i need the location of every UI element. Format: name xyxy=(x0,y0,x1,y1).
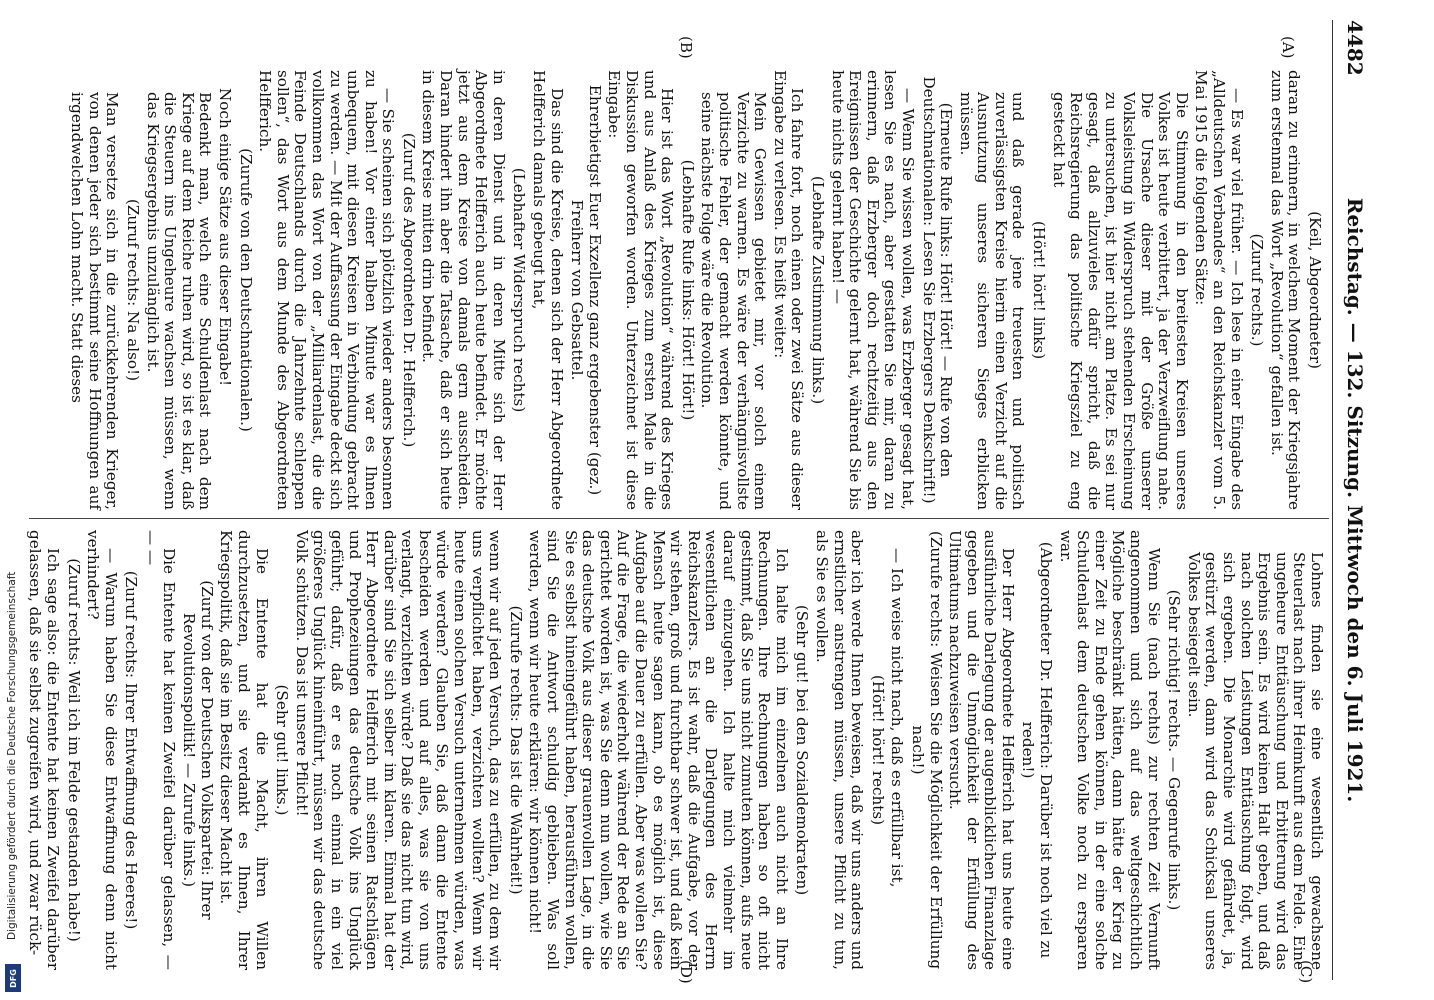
interjection: (Zuruf von der Deutschen Volkspartei: Ihrer Revolutionspolitik! — Zurufe links.) xyxy=(180,580,216,920)
interjection: (Erneute Rufe links: Hört! Hört! — Rufe von den Deutschnationalen: Lesen Sie Erzbergers Denkschrift!) xyxy=(919,76,956,504)
interjection: (Sehr richtig! rechts. — Gegenrufe links.) xyxy=(1165,589,1184,911)
digitization-sidebar xyxy=(2,571,24,998)
interjection: (Lebhafter Widerspruch rechts) xyxy=(510,167,529,413)
quotation: Lohnes finden sie eine wesentlich gewachsene Steuerlast nach ihrer Heimkunft aus dem Felde. Eine ungeheure Enttäuschung und Erbitterung wird das Ergebnis sein. Es wird keinen Halt geben, und daß nach solchen Leistungen Enttäuschung folgt, wird sich ergeben. Die Monarchie wird gefährdet, ja, gestürzt werden, dann wird das Schicksal unseres Volkes besiegelt sein. xyxy=(1184,552,1326,970)
speaker-tag: (Keil, Abgeordneter) xyxy=(1306,211,1324,369)
interjection: (Sehr gut! bei den Sozialdemokraten) xyxy=(793,604,812,896)
page-title: Reichstag. — 132. Sitzung. Mittwoch den 6. Juli 1921. xyxy=(1343,197,1367,803)
right-column xyxy=(26,530,1326,970)
interjection: (Hört! hört! rechts) xyxy=(868,674,887,826)
digitization-note: Digitalisierung gefördert durch die Deutsche Forschungsgemeinschaft xyxy=(6,571,18,940)
quotation: und daß gerade jene treuesten und politisch zuverlässigsten Kreise hierin einen Verzicht auf die Ausnutzung unseres sicheren Sieges erblicken müssen. xyxy=(956,92,1028,510)
quotation: Mein Gewissen gebietet mir, vor solch einem Verzichte zu warnen. Es wäre der verhängnisvollste politische Fehler, der gemacht werden könnte, und seine nächste Folge wäre die Revolution. xyxy=(698,92,770,510)
interjection: (Sehr gut! links.) xyxy=(273,684,292,816)
paragraph: Hier ist das Wort „Revolution“ während des Krieges und aus Anlaß des Krieges zum ersten Male in die Diskussion geworfen worden. Unterzeichnet ist diese Eingabe: xyxy=(605,70,677,510)
paragraph: Ich halte mich im einzelnen auch nicht an Ihre Rechnungen. Ihre Rechnungen haben so oft nicht gestimmt, daß Sie uns nicht zumuten können, aufs neue darauf einzugehen. Ich halte mich vielmehr im wesentlichen an die Darlegungen des Herrn Reichskanzlers. Es ist wahr, daß die Aufgabe, vor der wir stehen, groß und furchtbar schwer ist, und daß kein Mensch heute sagen kann, ob es möglich ist, diese Aufgabe auf die Dauer zu erfüllen. Aber was wollen Sie? Auf die Frage, die wiederholt während der Rede an Sie gerichtet worden ist, was Sie denn nun wollen, wie Sie das deutsche Volk aus dieser grauenvollen Lage, in die Sie es selbst hineingeführt haben, herausführen wollen, sind Sie die Antwort schuldig geblieben. Was soll werden, wenn wir heute erklären: wir können nicht! xyxy=(526,530,791,970)
paragraph: Die Entente hat keinen Zweifel darüber gelassen, — — — xyxy=(142,530,178,970)
dfg-logo-text: DFG xyxy=(8,968,18,988)
paragraph: in deren Dienst und in deren Mitte sich der Herr Abgeordnete Helfferich auch heute befindet. Er möchte jetzt aus dem Kreise von damals gern ausscheiden. Daran hindert ihn aber die Tatsache, daß er sich heute in diesem Kreise mitten drin befindet. xyxy=(419,70,508,510)
interjection: (Lebhafte Zustimmung links.) xyxy=(808,175,827,405)
paragraph: Das sind die Kreise, denen sich der Herr Abgeordnete Helfferich damals gebeugt hat, xyxy=(530,70,566,510)
paragraph: — Ich weise nicht nach, daß es erfüllbar ist, xyxy=(888,548,907,888)
interjection: (Zurufe rechts: Das ist die Wahrheit!) xyxy=(506,605,525,895)
paragraph: — Sie scheinen sich plötzlich wieder anders besonnen zu haben! Vor einer halben Minute war es Ihnen unbequem, mit diesen Kreisen in Verbindung gebracht zu werden. — Mit der Auffassung der Eingabe deckt sich vollkommen das Wort von der „Milliardenlast, die die Feinde Deutschlands durch die Jahrzehnte schleppen sollen“, das Wort aus dem Munde des Abgeordneten Helfferich. xyxy=(256,70,398,510)
interjection: (Zurufe von den Deutschnationalen.) xyxy=(236,148,255,432)
header-rule xyxy=(1332,20,1333,980)
interjection: (Hört! hört! links) xyxy=(1030,220,1049,360)
paragraph: — Wenn Sie wissen wollen, was Erzberger gesagt hat, lesen Sie es nach, aber gestatten Sie mir, daran zu erinnern, daß Erzberger doch rechtzeitig aus den Ereignissen der Geschichte gelernt hat, während Sie bis heute nichts gelernt haben! — xyxy=(828,70,917,510)
signature: Ehrerbietigst Euer Exzellenz ganz ergebenster (gez.) Freiherr von Gebsattel. xyxy=(568,84,604,496)
quotation: Bedenkt man, welch eine Schuldenlast nach dem Kriege auf dem Reiche ruhen wird, so ist es klar, daß die Steuern ins Ungeheure wachsen müssen, wenn das Kriegsergebnis unzulänglich ist. xyxy=(143,92,215,510)
margin-marker-d: (D) xyxy=(677,960,695,984)
paragraph: — Warum haben Sie diese Entwaffnung denn nicht verhindert? xyxy=(84,530,120,970)
paragraph: Noch einige Sätze aus dieser Eingabe! xyxy=(215,88,234,387)
margin-marker-b: (B) xyxy=(677,36,695,59)
interjection: (Zuruf rechts: Weil ich im Felde gestanden habe!) xyxy=(64,558,83,942)
quotation: Die Stimmung in den breitesten Kreisen unseres Volkes ist heute verbittert, ja der Verzweiflung nahe. Die Ursache dieser mit der Größe unserer Volksleistung in Widerspruch stehenden Erscheinung zu untersuchen, ist hier nicht am Platze. Es sei nur gesagt, daß allzuvieles dafür spricht, daß die Reichsregierung das politische Kriegsziel zu eng gesteckt hat xyxy=(1049,92,1191,510)
paragraph: daran zu erinnern, in welchem Moment der Kriegsjahre zum erstenmal das Wort „Revolution“ gefallen ist. xyxy=(1267,70,1304,510)
dfg-logo xyxy=(5,964,21,992)
page-header xyxy=(1335,20,1371,980)
margin-marker-a: (A) xyxy=(1279,36,1297,59)
page-number: 4482 xyxy=(1343,20,1367,76)
interjection: (Abgeordneter Dr. Helfferich: Darüber ist noch viel zu reden!) xyxy=(1019,541,1056,959)
paragraph: Die Entente hat die Macht, ihren Willen durchzusetzen, und sie verdankt es Ihnen, Ihrer Kriegspolitik, daß sie im Besitz dieser Macht ist. xyxy=(217,530,271,970)
interjection: (Zuruf rechts: Na also!) xyxy=(124,198,142,382)
interjection: (Zuruf des Abgeordneten Dr. Helfferich.) xyxy=(399,132,418,448)
column-divider xyxy=(29,518,1329,519)
document-page xyxy=(15,0,1395,1000)
paragraph: Ich sage also: die Entente hat keinen Zweifel darüber gelassen, daß sie selbst zugreifen wird, und zwar rück- xyxy=(26,530,63,970)
left-column xyxy=(35,70,1325,510)
paragraph: Der Herr Abgeordnete Helfferich hat uns heute eine ausführliche Darlegung der augenblicklichen Finanzlage gegeben und die Unmöglichkeit der Erfüllung des Ultimatums nachzuweisen versucht. xyxy=(946,530,1017,970)
quotation: Man versetze sich in die zurückkehrenden Krieger, von denen jeder sich bestimmt seine Hoffnungen auf irgendwelchen Lohn macht. Statt dieses xyxy=(68,92,122,510)
paragraph: aber ich werde Ihnen beweisen, daß wir uns anders und ernstlicher anstrengen müssen, unsere Pflicht zu tun, als Sie es wollen. xyxy=(812,530,867,970)
paragraph: Wenn Sie (nach rechts) zur rechten Zeit Vernunft angenommen und sich auf das weltgeschichtlich Mögliche beschränkt hätten, dann hätte der Krieg zu einer Zeit zu Ende gehen können, in der eine solche Schuldenlast dem deutschen Volke noch zu ersparen war. xyxy=(1056,530,1163,970)
interjection: (Lebhafte Rufe links: Hört! Hört!) xyxy=(678,159,697,421)
margin-marker-c: (C) xyxy=(1297,960,1315,984)
paragraph: — Es war viel früher. — Ich lese in einer Eingabe des „Alldeutschen Verbandes“ an den Reichskanzler vom 5. Mai 1915 die folgenden Sätze: xyxy=(1192,70,1246,510)
interjection: (Zuruf rechts: Ihrer Entwaffnung des Heeres!) xyxy=(122,570,141,930)
paragraph: Ich fahre fort, noch einen oder zwei Sätze aus dieser Eingabe zu verlesen. Es heißt weiter: xyxy=(770,70,807,510)
interjection: (Zurufe rechts: Weisen Sie die Möglichkeit der Erfüllung nach!) xyxy=(908,530,945,970)
interjection: (Zuruf rechts.) xyxy=(1248,233,1267,347)
paragraph: wenn wir auf jeden Versuch, das zu erfüllen, zu dem wir uns verpflichtet haben, verzichten wollten? Wenn wir heute einen solchen Versuch unternehmen würden, was würde werden? Glauben Sie, daß dann die Entente bescheiden werden und auf alles, was sie von uns verlangt, verzichten würde? Daß sie das nicht tun wird, darüber sind Sie sich selber im klaren. Einmal hat der Herr Abgeordnete Helfferich mit seinen Ratschlägen und Prophezeiungen das deutsche Volk ins Unglück geführt; dafür, daß er es noch einmal in ein viel größeres Unglück hineinführt, müssen wir das deutsche Volk schützen. Das ist unsere Pflicht! xyxy=(292,530,505,970)
